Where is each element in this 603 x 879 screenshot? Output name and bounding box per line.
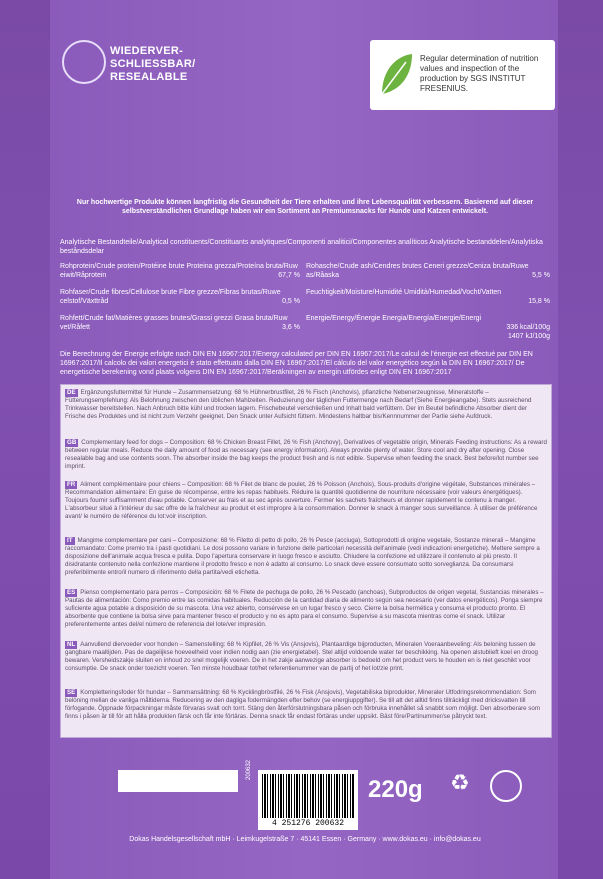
nutrition-fat <box>60 314 300 332</box>
nutrition-fibre <box>60 288 300 306</box>
nutrition-moisture <box>306 288 550 305</box>
reseal-label <box>110 45 196 84</box>
lang-block-fr <box>65 481 547 521</box>
nutrition-ash <box>306 262 550 280</box>
lang-text: Complementary feed for dogs – Composition: 68 % Chicken Breast Fillet, 26 % Fish (Anchovy), Derivatives of vegetable origin, Minerals Feeding instructions: As a reward between regular meals. Reduce the daily amount of food as necessary (see energy information). Always provide plenty of water. Store cool and dry after opening. Close resealable bag and use contents soon. The absorber inside the bag keeps the product fresh and is not edible. Supervise when feeding the snack. Best before/lot number see imprint. <box>65 439 547 470</box>
energy-note: Die Berechnung der Energie erfolgte nach DIN EN 16967:2017/Energy calculated per DIN EN 16967:2017/Le calcul de l'énergie est effectué par DIN EN 16967:2017/Il calcolo dei valori energetici è stato effettuato dalla DIN EN 16967:2017/El cálculo del valor energético según la DIN EN 16967:2017/ De energetische berekening vond plaats volgens DIN EN 16967:2017/Beräkningen av energin utfördes enligt DIN EN 16967:2017 <box>60 351 533 376</box>
lang-text: Aanvullend diervoeder voor honden – Samenstelling: 68 % Kipfilet, 26 % Vis (Ansjovis), Plantaardige bijproducten, Mineralen Voeraanbeveling: Als beloning tussen de gangbare maaltijden. Pas de dagelijkse hoeveelheid voer indien nodig aan (zie energietabel). Stel altijd voldoende water ter beschikking. Na openen alstublieft koel en droog bewaren. Versheidszakje sluiten en inhoud zo snel mogelijk voeren. De in het zakje aanwezige absorber is bedoeld om het product vers te houden en is niet geschikt voor consumptie. De snack onder toezicht voeren. Ten minste houdbaar tot/het referentienummer van de partij of het lot/zie print. <box>65 641 538 672</box>
lang-tag: DE <box>67 389 76 396</box>
nutrition-value: 3,6 % <box>282 324 300 331</box>
recycle-icon: ♻ <box>450 770 470 795</box>
lang-block-se <box>65 689 547 721</box>
nutrition-value: 0,5 % <box>282 298 300 305</box>
nutrition-label: Rohprotein/Crude protein/Protéine brute Proteina grezza/Proteína bruta/Ruw eiwit/Råprotein <box>60 263 298 279</box>
nutrition-value: 67,7 % <box>278 272 300 279</box>
green-dot-icon <box>490 770 522 802</box>
lang-block-it <box>65 537 547 577</box>
nutrition-label: Feuchtigkeit/Moisture/Humidité Umidità/Humedad/Vocht/Vatten <box>306 289 502 296</box>
lang-block-gb <box>65 439 547 471</box>
nutrition-label: Rohfett/Crude fat/Matières grasses brutes/Grassi grezzi Grasa bruta/Ruw vet/Råfett <box>60 315 288 331</box>
barcode <box>258 770 358 830</box>
lang-block-de <box>65 389 547 421</box>
label-field <box>118 770 238 792</box>
language-panel <box>60 384 552 738</box>
nutrition-value: 15,8 % <box>528 298 550 305</box>
nutrition-energy <box>306 314 550 340</box>
lang-text: Mangime complementare per cani – Composizione: 68 % Filetto di petto di pollo, 26 % Pesce (acciuga), Sottoprodotti di origine vegetale, Sostanze minerali – Mangime raccomandato: Come premio tra i pasti quotidiani. Le dosi possono variare in funzione delle particolari necessità dell'animale (vedi indicazioni energetiche). Mettere sempre a disposizione dell'animale acqua fresca e pulita. Dopo l'apertura conservare in luogo fresco e asciutto. Chiudere la confezione ed utilizzare il contenuto al più presto. Il disidratante contenuto nella confezione mantiene il prodotto fresco e non è adatto al consumo. Lo snack deve essere consumato sotto sorveglianza. Da consumarsi preferibilmente entro/il numero di riferimento della partita/vedi etichetta. <box>65 537 540 576</box>
intro-text: Nur hochwertige Produkte können langfristig die Gesundheit der Tiere erhalten und ihre Lebensqualität verbessern. Basierend auf dieser selbstverständlichen Grundlage haben wir ein Sortiment an Premiumsnacks für Hunde und Katzen entwickelt. <box>76 199 534 215</box>
lang-tag: ES <box>67 589 76 596</box>
nutrition-label: Energie/Energy/Énergie Energia/Energía/Energie/Energi <box>306 315 482 322</box>
sgs-badge <box>370 40 555 110</box>
net-weight: 220g <box>368 776 423 803</box>
lang-block-nl <box>65 641 547 673</box>
lang-block-es <box>65 589 547 629</box>
lang-text: Pienso complementario para perros – Composición: 68 % Filete de pechuga de pollo, 26 % Pescado (anchoas), Subproductos de origen vegetal, Sustancias minerales – Pautas de alimentación: Como premio entre las comidas habituales. Reducción de la cantidad diaria de alimento según sea necesario (ver datos energéticos). Ponga siempre suficiente agua potable a disposición de su mascota. Una vez abierto, consérvese en un lugar fresco y seco. Cierre la bolsa hermética y consuma el producto pronto. El absorbente que contiene la bolsa sirve para mantener fresco el producto y no es apto para el consumo. Supervise a su mascota mientras come el snack. Utilizar preferentemente antes del/el número de referencia del lote/ver impresión. <box>65 589 544 628</box>
nutrition-label: Rohfaser/Crude fibres/Cellulose brute Fibre grezze/Fibras brutas/Ruwe celstof/Växttråd <box>60 289 281 305</box>
reseal-line-1: WIEDERVER- <box>110 45 184 57</box>
leaf-icon <box>378 50 416 98</box>
lang-text: Ergänzungsfuttermittel für Hunde – Zusammensetzung: 68 % Hühnerbrustfilet, 26 % Fisch (Anchovis), pflanzliche Nebenerzeugnisse, Mineralstoffe – Fütterungsempfehlung: Als Belohnung zwischen den üblichen Mahlzeiten. Reduzierung der täglichen Futtermenge nach Bedarf (Siehe Energieangabe). Stets ausreichend Trinkwasser bereitstellen. Nach Anbruch bitte kühl und trocken lagern. Frischebeutel verschließen und Inhalt bald verfüttern. Der im Beutel befindliche Absorber dient der Frische des Produktes und ist nicht zum Verzehr geeignet. Den Snack unter Aufsicht füttern. Mindestens haltbar bis/Kennnummer der Partie siehe Aufdruck. <box>65 389 532 420</box>
nutrition-label: Rohasche/Crude ash/Cendres brutes Ceneri grezze/Ceniza bruta/Ruwe as/Råaska <box>306 263 529 279</box>
lang-tag: NL <box>67 641 76 648</box>
footer-address: Dokas Handelsgesellschaft mbH · Leimkugelstraße 7 · 45141 Essen · Germany · www.dokas.eu · info@dokas.eu <box>129 836 481 843</box>
nutrition-value: 5,5 % <box>532 272 550 279</box>
lang-tag: SE <box>67 689 76 696</box>
lang-text: Kompletteringsfoder för hundar – Sammansättning: 68 % Kycklingbröstfilé, 26 % Fisk (Ansjovis), Vegetabiliska biprodukter, Mineraler Utfodringsrekommendation: Som belöning mellan de vanliga måltiderna. Reducering av den dagliga fodermängden efter behov (se energiuppgifter). Se till att det alltid finns tillräckligt med dricksvatten till förfogande. Öppnade förpackningar måste förvaras svalt och torrt. Stäng den återförslutningsbara påsen och förbruka innehållet så snabbt som möjligt. Den absorberare som finns i påsen är till för att hålla produkten färsk och får inte förtäras. Denna snack får endast förtäras under uppsikt. Bäst före/Partinummer/se påtryckt text. <box>65 689 540 720</box>
analysis-heading: Analytische Bestandteile/Analytical constituents/Constituants analytiques/Componenti analitici/Componentes analíticos Analytische bestanddelen/Analytiska beståndsdelar <box>60 239 543 255</box>
barcode-vertical-code: 200632 <box>246 759 252 780</box>
lang-tag: FR <box>67 481 76 488</box>
nutrition-protein <box>60 262 300 280</box>
nutrition-value: 336 kcal/100g 1407 kJ/100g <box>506 324 550 340</box>
lang-tag: IT <box>67 537 73 544</box>
reseal-icon <box>62 40 106 84</box>
barcode-number: 4 251276 200632 <box>271 819 344 828</box>
reseal-line-2: SCHLIESSBAR/ <box>110 58 196 70</box>
barcode-bars <box>262 774 354 818</box>
lang-text: Aliment complémentaire pour chiens – Composition: 68 % Filet de blanc de poulet, 26 % Poisson (Anchois), Sous-produits d'origine végétale, Substances minérales – Recommandation alimentaire: En guise de récompense, entre les repas habituels. Réduire la quantité quotidienne de nourriture nécessaire (voir valeurs énergétiques). Toujours fournir suffisamment d'eau potable. Conserver au frais et au sec après ouverture. Fermer les sachets fraîcheurs et donner rapidement le contenu à manger. L'absorbeur situé à l'intérieur du sac offre de la fraîcheur au produit et est impropre à la consommation. Donner le snack à manger sous surveillance. À utiliser de préférence avant/ le numéro de référence du lot:voir inscription. <box>65 481 538 520</box>
reseal-line-3: RESEALABLE <box>110 71 188 83</box>
lang-tag: GB <box>67 439 77 446</box>
sgs-text: Regular determination of nutrition values and inspection of the production by SGS INSTITUT FRESENIUS. <box>420 54 539 93</box>
